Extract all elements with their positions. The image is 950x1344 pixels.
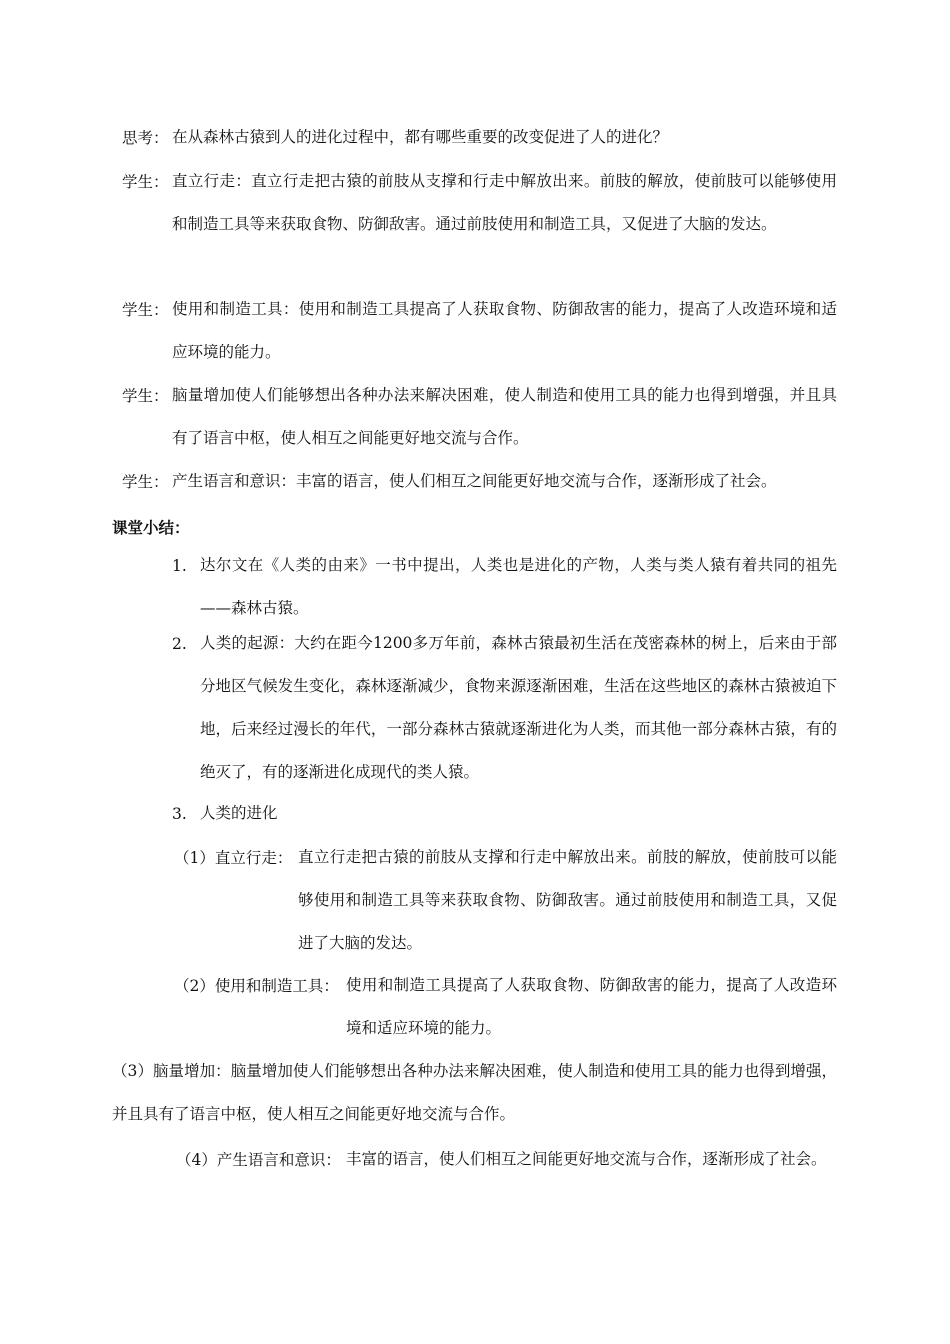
sub-item-text: 丰富的语言，使人们相互之间能更好地交流与合作，逐渐形成了社会。: [346, 1150, 827, 1168]
student-label: 学生：: [122, 173, 169, 191]
sub-item-label: （2）使用和制造工具：: [174, 977, 339, 995]
list-item-text: 人类的起源：大约在距今1200多万年前，森林古猿最初生活在茂密森林的树上，后来由于部分地区气候发生变化，森林逐渐减少，食物来源逐渐困难，生活在这些地区的森林古猿被迫下地，后来经过漫长的年代，一部分森林古猿就逐渐进化为人类，而其他一部分森林古猿，有的绝灭了，有的逐渐进化成现代的类人猿。: [200, 634, 837, 781]
student-text: 脑量增加使人们能够想出各种办法来解决困难，使人制造和使用工具的能力也得到增强，并且具有了语言中枢，使人相互之间能更好地交流与合作。: [172, 386, 837, 447]
think-text: 在从森林古猿到人的进化过程中，都有哪些重要的改变促进了人的进化？: [172, 128, 669, 146]
list-number: 2.: [172, 635, 187, 653]
sub-item-text: （3）脑量增加：脑量增加使人们能够想出各种办法来解决困难，使人制造和使用工具的能力也得到增强，并且具有了语言中枢，使人相互之间能更好地交流与合作。: [112, 1062, 837, 1123]
summary-heading: 课堂小结：: [112, 518, 190, 537]
student-label: 学生：: [122, 301, 169, 319]
list-item-text: 人类的进化: [200, 804, 278, 822]
sub-item-label: （4）产生语言和意识：: [176, 1151, 341, 1169]
student-text: 直立行走：直立行走把古猿的前肢从支撑和行走中解放出来。前肢的解放，使前肢可以能够使用和制造工具等来获取食物、防御敌害。通过前肢使用和制造工具，又促进了大脑的发达。: [172, 172, 837, 233]
student-text: 使用和制造工具：使用和制造工具提高了人获取食物、防御敌害的能力，提高了人改造环境和适应环境的能力。: [172, 300, 837, 361]
sub-item-text: 使用和制造工具提高了人获取食物、防御敌害的能力，提高了人改造环境和适应环境的能力。: [346, 976, 837, 1037]
list-item-text: 达尔文在《人类的由来》一书中提出，人类也是进化的产物，人类与类人猿有着共同的祖先——森林古猿。: [200, 556, 837, 617]
sub-item-label: （1）直立行走：: [174, 849, 293, 867]
think-label: 思考：: [122, 129, 169, 147]
student-text: 产生语言和意识：丰富的语言，使人们相互之间能更好地交流与合作，逐渐形成了社会。: [172, 472, 777, 490]
list-number: 3.: [172, 805, 187, 823]
student-label: 学生：: [122, 387, 169, 405]
list-number: 1.: [172, 557, 187, 575]
student-label: 学生：: [122, 473, 169, 491]
sub-item-text: 直立行走把古猿的前肢从支撑和行走中解放出来。前肢的解放，使前肢可以能够使用和制造工具等来获取食物、防御敌害。通过前肢使用和制造工具，又促进了大脑的发达。: [298, 848, 837, 952]
